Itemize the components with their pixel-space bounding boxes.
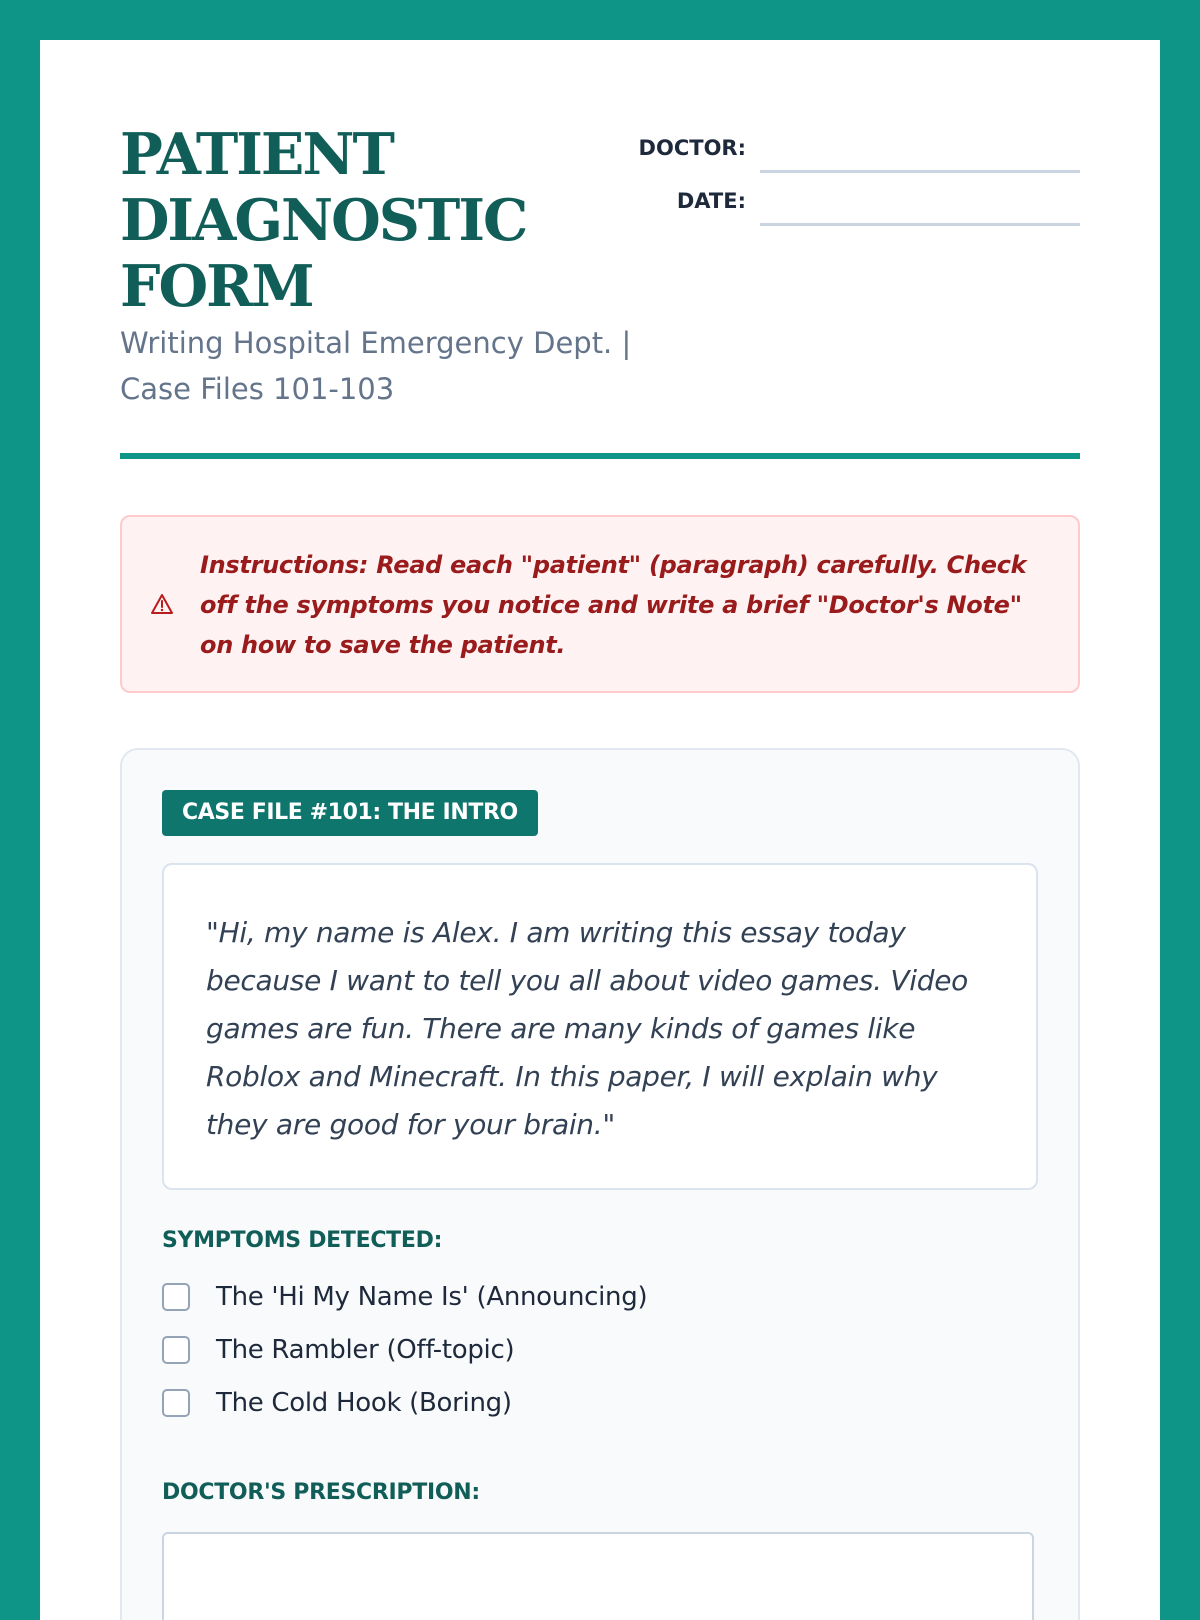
form-sheet bbox=[40, 40, 1160, 1620]
symptom-item bbox=[162, 1333, 1034, 1386]
symptom-checkbox[interactable] bbox=[162, 1336, 190, 1364]
page-subtitle bbox=[120, 320, 640, 412]
prescription-heading: DOCTOR'S PRESCRIPTION: bbox=[162, 1480, 480, 1505]
symptom-checkbox[interactable] bbox=[162, 1283, 190, 1311]
header-divider bbox=[120, 453, 1080, 459]
header-fields bbox=[600, 126, 1080, 232]
symptoms-heading: SYMPTOMS DETECTED: bbox=[162, 1228, 443, 1253]
symptom-checklist bbox=[162, 1280, 1034, 1439]
doctor-label: DOCTOR: bbox=[638, 136, 746, 160]
prescription-field[interactable] bbox=[162, 1532, 1034, 1620]
doctor-row bbox=[600, 126, 1080, 179]
symptom-item bbox=[162, 1280, 1034, 1333]
symptom-label[interactable]: The 'Hi My Name Is' (Announcing) bbox=[216, 1282, 648, 1312]
symptom-checkbox[interactable] bbox=[162, 1389, 190, 1417]
passage-text: "Hi, my name is Alex. I am writing this essay today because I want to tell you all about video games. Video games are fun. There are many kinds of games like Roblox and Minecraft. In this paper, I will explain why they are good for your brain." bbox=[206, 916, 968, 1141]
date-label: DATE: bbox=[676, 189, 746, 213]
instructions-text: Instructions: Read each "patient" (paragraph) carefully. Check off the symptoms you notice and write a brief "Doctor's Note" on how to save the patient. bbox=[200, 551, 1027, 659]
form-content bbox=[120, 40, 1080, 1505]
warning-triangle-icon bbox=[150, 593, 174, 615]
symptom-label[interactable]: The Rambler (Off-topic) bbox=[216, 1335, 515, 1365]
doctor-field[interactable] bbox=[760, 146, 1080, 173]
subtitle-line: Writing Hospital Emergency Dept. | bbox=[120, 326, 632, 360]
patient-passage bbox=[162, 863, 1038, 1190]
form-header bbox=[120, 40, 1080, 460]
date-field[interactable] bbox=[760, 199, 1080, 226]
title-line: DIAGNOSTIC bbox=[120, 187, 527, 254]
case-card-101 bbox=[120, 748, 1080, 1620]
symptom-label[interactable]: The Cold Hook (Boring) bbox=[216, 1388, 512, 1418]
page-title bbox=[120, 122, 640, 320]
symptom-item bbox=[162, 1386, 1034, 1439]
case-badge: CASE FILE #101: THE INTRO bbox=[162, 790, 538, 836]
title-line: FORM bbox=[120, 253, 313, 320]
date-row bbox=[600, 179, 1080, 232]
instructions-box bbox=[120, 515, 1080, 693]
subtitle-line: Case Files 101-103 bbox=[120, 372, 395, 406]
title-line: PATIENT bbox=[120, 121, 393, 188]
